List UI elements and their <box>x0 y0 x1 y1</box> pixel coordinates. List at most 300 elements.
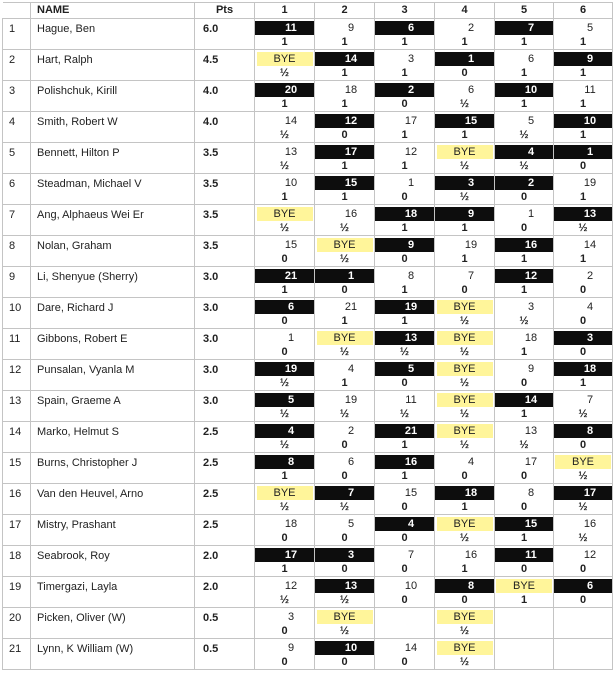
game-result: ½ <box>459 160 470 172</box>
round-cell <box>495 267 554 298</box>
opponent-black: 8 <box>255 455 315 469</box>
game-result: ½ <box>279 377 290 389</box>
table-row <box>3 546 613 577</box>
opponent-white: 14 <box>583 239 597 251</box>
opponent-white: 10 <box>404 580 418 592</box>
header-rank <box>3 3 31 19</box>
game-result: 0 <box>341 284 348 296</box>
game-result: 1 <box>401 160 408 172</box>
player-points: 2.5 <box>195 422 255 453</box>
round-cell <box>375 329 435 360</box>
opponent-white: 15 <box>404 487 418 499</box>
opponent-white: 19 <box>464 239 478 251</box>
player-points: 0.5 <box>195 608 255 639</box>
round-cell <box>435 174 495 205</box>
round-cell <box>255 546 315 577</box>
round-cell <box>495 50 554 81</box>
game-result: 1 <box>401 222 408 234</box>
table-row <box>3 391 613 422</box>
opponent-black: 9 <box>375 238 435 252</box>
round-cell <box>255 143 315 174</box>
opponent-black: 12 <box>315 114 375 128</box>
game-result: 0 <box>401 191 408 203</box>
game-result: ½ <box>519 315 529 327</box>
table-row <box>3 267 613 298</box>
game-result: 1 <box>520 284 528 296</box>
game-result: 0 <box>401 98 408 110</box>
opponent-black: 2 <box>375 83 435 97</box>
game-result: 1 <box>401 284 408 296</box>
round-cell <box>255 205 315 236</box>
opponent-black: 16 <box>375 455 435 469</box>
player-rank: 10 <box>3 298 31 329</box>
round-cell <box>495 174 554 205</box>
round-cell <box>255 298 315 329</box>
round-cell <box>255 515 315 546</box>
player-points: 0.5 <box>195 639 255 670</box>
round-cell <box>495 19 554 50</box>
game-result: ½ <box>459 98 470 110</box>
bye-badge: BYE <box>437 517 493 531</box>
opponent-black: 14 <box>315 52 375 66</box>
game-result: 0 <box>401 563 408 575</box>
round-cell <box>315 112 375 143</box>
round-cell <box>375 143 435 174</box>
player-name: Punsalan, Vyanla M <box>31 360 195 391</box>
round-cell <box>495 422 554 453</box>
round-cell <box>315 515 375 546</box>
opponent-white: 14 <box>404 642 418 654</box>
table-row <box>3 81 613 112</box>
opponent-black: 8 <box>435 579 495 593</box>
round-cell <box>375 360 435 391</box>
game-result: 1 <box>341 315 348 327</box>
player-name: Marko, Helmut S <box>31 422 195 453</box>
round-cell <box>255 608 315 639</box>
round-cell <box>554 608 613 639</box>
player-points: 3.5 <box>195 236 255 267</box>
opponent-white: 9 <box>347 22 355 34</box>
opponent-white: 5 <box>527 115 535 127</box>
opponent-black: 18 <box>554 362 613 376</box>
player-rank: 2 <box>3 50 31 81</box>
player-rank: 19 <box>3 577 31 608</box>
round-cell <box>255 391 315 422</box>
round-cell <box>554 422 613 453</box>
round-cell <box>315 329 375 360</box>
round-cell <box>375 19 435 50</box>
player-rank: 4 <box>3 112 31 143</box>
game-result: 1 <box>281 98 288 110</box>
header-round-5: 5 <box>495 3 554 19</box>
player-points: 3.0 <box>195 360 255 391</box>
game-result: 0 <box>341 563 348 575</box>
game-result: 1 <box>461 501 468 513</box>
game-result: ½ <box>459 408 470 420</box>
round-cell <box>315 267 375 298</box>
round-cell <box>435 298 495 329</box>
game-result: 0 <box>579 439 587 451</box>
player-points: 3.5 <box>195 143 255 174</box>
round-cell <box>495 329 554 360</box>
game-result: ½ <box>399 346 410 358</box>
game-result: ½ <box>339 594 350 606</box>
opponent-white: 9 <box>287 642 295 654</box>
round-cell <box>435 484 495 515</box>
round-cell <box>554 453 613 484</box>
round-cell <box>315 577 375 608</box>
round-cell <box>255 236 315 267</box>
round-cell <box>435 19 495 50</box>
player-points: 3.5 <box>195 174 255 205</box>
round-cell <box>554 639 613 670</box>
player-rank: 17 <box>3 515 31 546</box>
opponent-black: 17 <box>554 486 613 500</box>
game-result: ½ <box>459 532 470 544</box>
bye-badge: BYE <box>437 362 493 376</box>
player-rank: 18 <box>3 546 31 577</box>
opponent-black: 3 <box>435 176 495 190</box>
game-result: ½ <box>459 377 470 389</box>
game-result: ½ <box>519 129 529 141</box>
opponent-white: 15 <box>284 239 298 251</box>
game-result: 0 <box>461 67 468 79</box>
game-result: 0 <box>341 470 348 482</box>
table-row <box>3 515 613 546</box>
player-rank: 20 <box>3 608 31 639</box>
opponent-black: 17 <box>255 548 315 562</box>
game-result: 0 <box>520 501 528 513</box>
round-cell <box>255 639 315 670</box>
opponent-white: 18 <box>344 84 358 96</box>
opponent-black: 15 <box>315 176 375 190</box>
bye-badge: BYE <box>437 424 493 438</box>
table-row <box>3 484 613 515</box>
player-name: Gibbons, Robert E <box>31 329 195 360</box>
game-result: 1 <box>401 129 408 141</box>
player-name: Ang, Alphaeus Wei Er <box>31 205 195 236</box>
game-result: 0 <box>579 346 587 358</box>
game-result: 0 <box>579 315 587 327</box>
round-cell <box>435 515 495 546</box>
table-row <box>3 577 613 608</box>
game-result: 1 <box>341 36 348 48</box>
game-result: 0 <box>281 315 288 327</box>
game-result: ½ <box>339 501 350 513</box>
opponent-white: 18 <box>284 518 298 530</box>
player-name: Van den Heuvel, Arno <box>31 484 195 515</box>
game-result: 1 <box>461 129 468 141</box>
opponent-white: 19 <box>344 394 358 406</box>
opponent-black: 6 <box>554 579 613 593</box>
opponent-white: 16 <box>344 208 358 220</box>
crosstable <box>2 2 613 670</box>
bye-badge: BYE <box>257 52 313 66</box>
round-cell <box>315 484 375 515</box>
opponent-white: 14 <box>284 115 298 127</box>
opponent-white: 8 <box>527 487 535 499</box>
round-cell <box>495 577 554 608</box>
opponent-black: 8 <box>554 424 613 438</box>
opponent-black: 15 <box>495 517 554 531</box>
player-points: 3.5 <box>195 205 255 236</box>
game-result: ½ <box>279 439 290 451</box>
game-result: 0 <box>281 625 288 637</box>
round-cell <box>435 236 495 267</box>
game-result: 1 <box>520 253 528 265</box>
game-result: 1 <box>281 36 288 48</box>
player-rank: 1 <box>3 19 31 50</box>
game-result: 0 <box>579 563 587 575</box>
round-cell <box>255 267 315 298</box>
player-name: Polishchuk, Kirill <box>31 81 195 112</box>
game-result: ½ <box>339 253 350 265</box>
bye-badge: BYE <box>437 393 493 407</box>
table-row <box>3 360 613 391</box>
header-pts: Pts <box>195 3 255 19</box>
opponent-white: 7 <box>407 549 415 561</box>
table-row <box>3 422 613 453</box>
header-round-1: 1 <box>255 3 315 19</box>
round-cell <box>255 329 315 360</box>
opponent-black: 4 <box>255 424 315 438</box>
game-result: ½ <box>459 346 470 358</box>
opponent-black: 13 <box>375 331 435 345</box>
game-result: 0 <box>579 284 587 296</box>
opponent-black: 20 <box>255 83 315 97</box>
game-result: 1 <box>281 284 288 296</box>
opponent-black: 17 <box>315 145 375 159</box>
round-cell <box>495 298 554 329</box>
round-cell <box>495 360 554 391</box>
round-cell <box>554 546 613 577</box>
round-cell <box>375 577 435 608</box>
game-result: 0 <box>281 656 288 668</box>
opponent-black: 11 <box>255 21 315 35</box>
round-cell <box>554 577 613 608</box>
header-round-3: 3 <box>375 3 435 19</box>
round-cell <box>495 143 554 174</box>
opponent-white: 12 <box>404 146 418 158</box>
game-result: 0 <box>401 253 408 265</box>
round-cell <box>315 639 375 670</box>
round-cell <box>495 112 554 143</box>
opponent-black: 21 <box>375 424 435 438</box>
round-cell <box>435 639 495 670</box>
game-result: ½ <box>279 160 290 172</box>
opponent-white: 2 <box>467 22 475 34</box>
round-cell <box>315 81 375 112</box>
player-name: Spain, Graeme A <box>31 391 195 422</box>
table-row <box>3 608 613 639</box>
round-cell <box>255 174 315 205</box>
round-cell <box>495 515 554 546</box>
opponent-black: 4 <box>375 517 435 531</box>
round-cell <box>315 608 375 639</box>
game-result: ½ <box>339 625 350 637</box>
round-cell <box>435 391 495 422</box>
round-cell <box>315 453 375 484</box>
opponent-black: 1 <box>554 145 613 159</box>
game-result: ½ <box>459 439 470 451</box>
header-name: NAME <box>31 3 195 19</box>
round-cell <box>375 81 435 112</box>
player-points: 2.5 <box>195 515 255 546</box>
round-cell <box>315 236 375 267</box>
game-result: 1 <box>401 439 408 451</box>
bye-badge: BYE <box>257 486 313 500</box>
opponent-white: 5 <box>347 518 355 530</box>
opponent-white: 16 <box>464 549 478 561</box>
game-result: 0 <box>461 594 468 606</box>
game-result: ½ <box>578 222 588 234</box>
game-result: 0 <box>341 439 348 451</box>
player-points: 2.0 <box>195 577 255 608</box>
opponent-black: 13 <box>315 579 375 593</box>
opponent-white: 12 <box>284 580 298 592</box>
opponent-black: 9 <box>435 207 495 221</box>
player-name: Seabrook, Roy <box>31 546 195 577</box>
opponent-white: 9 <box>527 363 535 375</box>
game-result: 0 <box>401 532 408 544</box>
round-cell <box>375 112 435 143</box>
round-cell <box>435 143 495 174</box>
bye-badge: BYE <box>317 238 373 252</box>
opponent-black: 3 <box>554 331 613 345</box>
round-cell <box>375 453 435 484</box>
round-cell <box>554 267 613 298</box>
opponent-black: 7 <box>315 486 375 500</box>
player-name: Hague, Ben <box>31 19 195 50</box>
opponent-black: 1 <box>315 269 375 283</box>
player-rank: 7 <box>3 205 31 236</box>
opponent-white: 11 <box>584 84 596 96</box>
round-cell <box>255 484 315 515</box>
game-result: 0 <box>461 284 468 296</box>
game-result: ½ <box>578 501 588 513</box>
round-cell <box>554 112 613 143</box>
opponent-black: 6 <box>375 21 435 35</box>
game-result: 1 <box>461 36 468 48</box>
game-result: ½ <box>578 470 588 482</box>
opponent-black: 19 <box>255 362 315 376</box>
game-result: ½ <box>519 439 529 451</box>
round-cell <box>435 50 495 81</box>
player-rank: 11 <box>3 329 31 360</box>
game-result: 0 <box>579 594 587 606</box>
player-name: Bennett, Hilton P <box>31 143 195 174</box>
round-cell <box>375 422 435 453</box>
game-result: 1 <box>520 408 528 420</box>
player-points: 3.0 <box>195 391 255 422</box>
player-points: 3.0 <box>195 329 255 360</box>
opponent-black: 5 <box>255 393 315 407</box>
round-cell <box>315 422 375 453</box>
header-round-2: 2 <box>315 3 375 19</box>
opponent-white: 13 <box>284 146 298 158</box>
player-name: Li, Shenyue (Sherry) <box>31 267 195 298</box>
round-cell <box>375 515 435 546</box>
bye-badge: BYE <box>257 207 313 221</box>
bye-badge: BYE <box>437 145 493 159</box>
opponent-white: 8 <box>407 270 415 282</box>
opponent-black: 7 <box>495 21 554 35</box>
round-cell <box>554 143 613 174</box>
game-result: 0 <box>401 594 408 606</box>
player-points: 3.0 <box>195 298 255 329</box>
round-cell <box>554 50 613 81</box>
game-result: 1 <box>341 160 348 172</box>
player-points: 2.0 <box>195 546 255 577</box>
game-result: 1 <box>579 98 587 110</box>
player-rank: 5 <box>3 143 31 174</box>
opponent-white: 10 <box>284 177 298 189</box>
game-result: 0 <box>520 191 528 203</box>
round-cell <box>255 81 315 112</box>
game-result: 1 <box>520 594 528 606</box>
opponent-white: 1 <box>527 208 535 220</box>
player-name: Nolan, Graham <box>31 236 195 267</box>
table-row <box>3 298 613 329</box>
game-result: ½ <box>459 315 470 327</box>
round-cell <box>435 608 495 639</box>
player-rank: 6 <box>3 174 31 205</box>
opponent-white: 4 <box>467 456 475 468</box>
game-result: 0 <box>520 377 528 389</box>
table-row <box>3 50 613 81</box>
player-name: Dare, Richard J <box>31 298 195 329</box>
game-result: ½ <box>399 408 410 420</box>
round-cell <box>255 422 315 453</box>
table-row <box>3 112 613 143</box>
game-result: 1 <box>579 191 587 203</box>
opponent-white: 2 <box>347 425 355 437</box>
opponent-black: 5 <box>375 362 435 376</box>
table-row <box>3 174 613 205</box>
game-result: 1 <box>341 377 348 389</box>
round-cell <box>255 453 315 484</box>
opponent-white: 6 <box>527 53 535 65</box>
game-result: 1 <box>281 470 288 482</box>
opponent-white: 5 <box>586 22 594 34</box>
opponent-white: 4 <box>347 363 355 375</box>
game-result: 0 <box>520 470 528 482</box>
game-result: 1 <box>401 470 408 482</box>
bye-badge: BYE <box>437 300 493 314</box>
round-cell <box>495 81 554 112</box>
round-cell <box>495 484 554 515</box>
game-result: 0 <box>401 656 408 668</box>
round-cell <box>554 174 613 205</box>
opponent-black: 9 <box>554 52 613 66</box>
round-cell <box>495 453 554 484</box>
game-result: 0 <box>341 656 348 668</box>
game-result: 1 <box>579 377 587 389</box>
game-result: 1 <box>401 67 408 79</box>
round-cell <box>554 484 613 515</box>
game-result: 1 <box>520 98 528 110</box>
round-cell <box>554 19 613 50</box>
round-cell <box>554 81 613 112</box>
opponent-white: 17 <box>524 456 538 468</box>
round-cell <box>315 205 375 236</box>
round-cell <box>375 639 435 670</box>
game-result: 1 <box>281 191 288 203</box>
opponent-black: 10 <box>554 114 613 128</box>
table-row <box>3 639 613 670</box>
round-cell <box>495 205 554 236</box>
player-points: 2.5 <box>195 484 255 515</box>
